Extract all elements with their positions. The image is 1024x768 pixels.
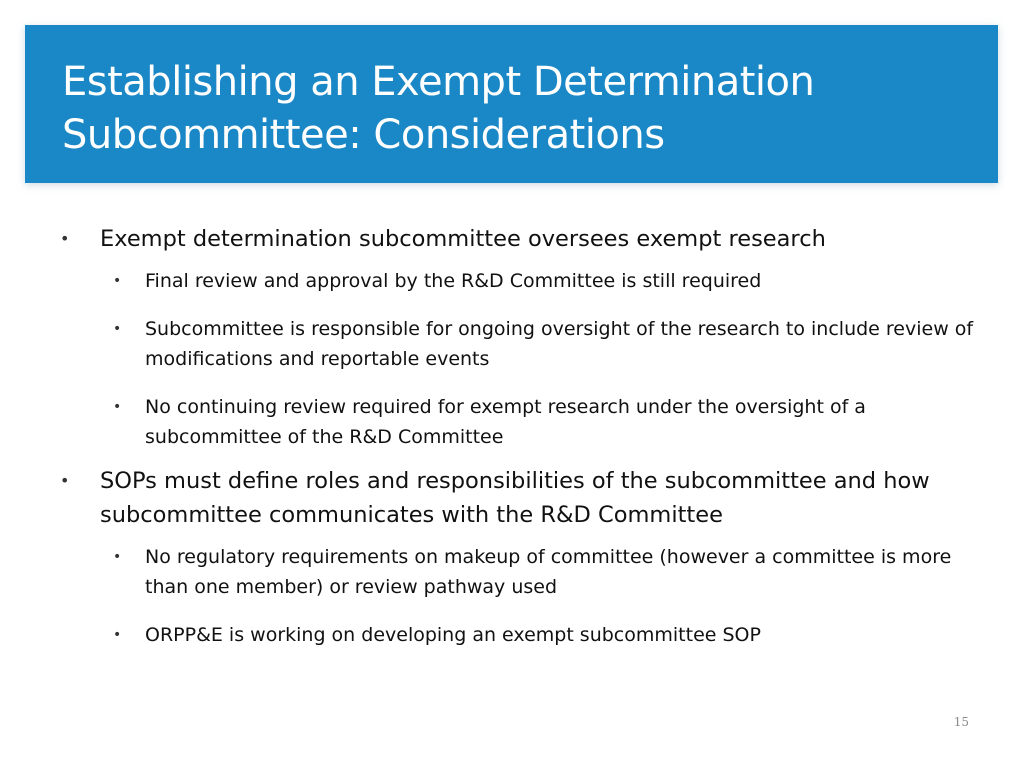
sub-bullet-item	[60, 392, 990, 452]
bullet-dot-icon: •	[60, 471, 70, 490]
slide-title	[62, 56, 982, 162]
bullet-list	[60, 222, 990, 668]
sub-bullet-item	[60, 620, 990, 650]
bullet-dot-icon: •	[113, 549, 122, 565]
bullet-item	[60, 222, 990, 256]
sub-bullet-text: Final review and approval by the R&D Committee is still required	[145, 270, 762, 292]
bullet-dot-icon: •	[113, 321, 122, 337]
bullet-text: SOPs must define roles and responsibilities of the subcommittee and how subcommittee communicates with the R&D Committee	[100, 468, 930, 528]
bullet-dot-icon: •	[113, 627, 122, 643]
title-banner	[25, 25, 998, 183]
bullet-item	[60, 464, 990, 532]
slide-title-line-1: Establishing an Exempt Determination	[62, 59, 815, 105]
sub-bullet-text: No regulatory requirements on makeup of committee (however a committee is more than one member) or review pathway used	[145, 546, 952, 598]
bullet-dot-icon: •	[113, 399, 122, 415]
bullet-text: Exempt determination subcommittee oversees exempt research	[100, 226, 826, 252]
sub-bullet-item	[60, 314, 990, 374]
bullet-dot-icon: •	[113, 273, 122, 289]
slide-title-line-2: Subcommittee: Considerations	[62, 112, 665, 158]
bullet-dot-icon: •	[60, 229, 70, 248]
sub-bullet-text: ORPP&E is working on developing an exempt subcommittee SOP	[145, 624, 761, 646]
sub-bullet-text: No continuing review required for exempt research under the oversight of a subcommittee of the R&D Committee	[145, 396, 866, 448]
page-number: 15	[953, 715, 969, 729]
sub-bullet-text: Subcommittee is responsible for ongoing oversight of the research to include review of modifications and reportable events	[145, 318, 974, 370]
sub-bullet-item	[60, 542, 990, 602]
sub-bullet-item	[60, 266, 990, 296]
